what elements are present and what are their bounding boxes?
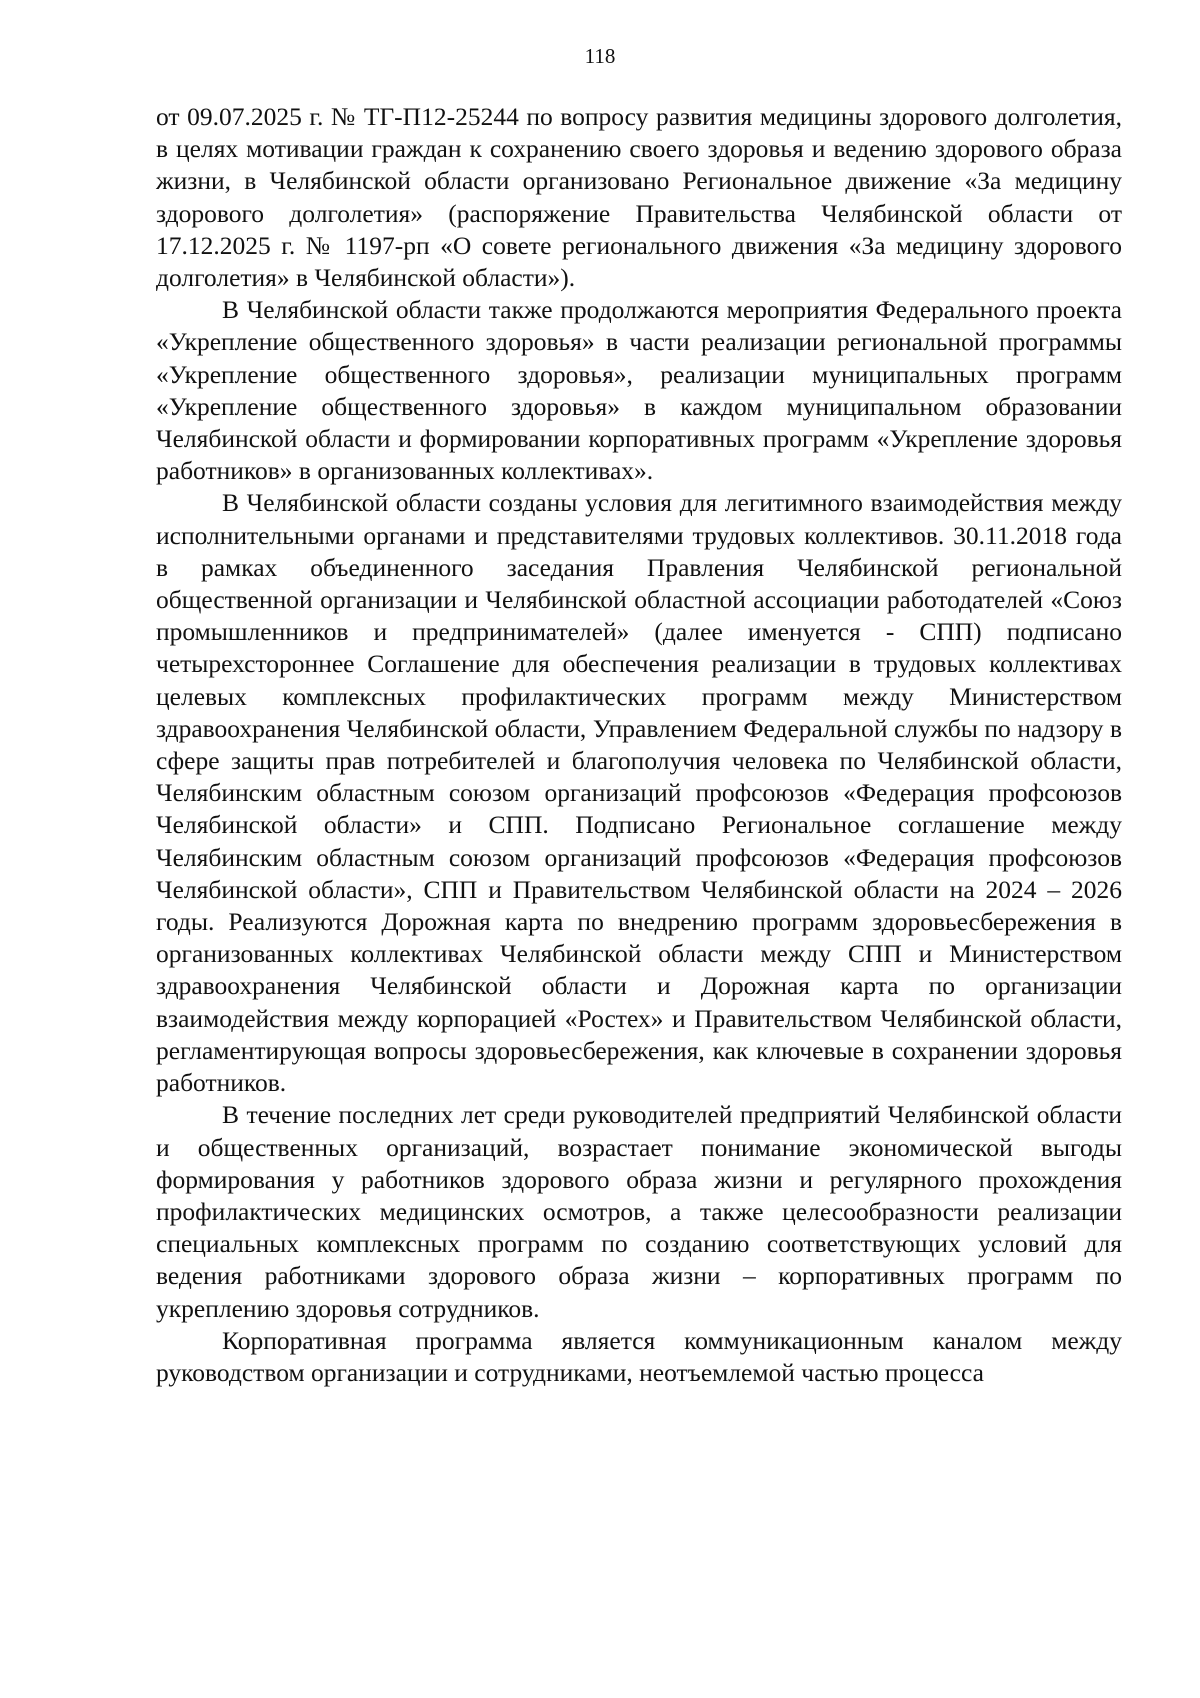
page-number: 118 — [584, 44, 616, 68]
paragraph-corporate-programs-benefits: В течение последних лет среди руководителей предприятий Челябинской области и общественных организаций, возрастает понимание экономической выгоды формирования у работников здорового образа жизни и регулярного прохождения профилактических медицинских осмотров, а также целесообразности реализации специальных комплексных программ по созданию соответствующих условий для ведения работниками здорового образа жизни – корпоративных программ по укреплению здоровья сотрудников. — [156, 1100, 1122, 1323]
paragraph-public-health-project: В Челябинской области также продолжаются мероприятия Федерального проекта «Укрепление общественного здоровья» в части реализации региональной программы «Укрепление общественного здоровья», реализации муниципальных программ «Укрепление общественного здоровья» в каждом муниципальном образовании Челябинской области и формировании корпоративных программ «Укрепление здоровья работников» в организованных коллективах». — [156, 295, 1122, 486]
paragraph-interaction-agreements: В Челябинской области созданы условия для легитимного взаимодействия между исполнительными органами и представителями трудовых коллективов. 30.11.2018 года в рамках объединенного заседания Правления Челябинской региональной общественной организации и Челябинской областной ассоциации работодателей «Союз промышленников и предпринимателей» (далее именуется - СПП) подписано четырехстороннее Соглашение для обеспечения реализации в трудовых коллективах целевых комплексных профилактических программ между Министерством здравоохранения Челябинской области, Управлением Федеральной службы по надзору в сфере защиты прав потребителей и благополучия человека по Челябинской области, Челябинским областным союзом организаций профсоюзов «Федерация профсоюзов Челябинской области» и СПП. Подписано Региональное соглашение между Челябинским областным союзом организаций профсоюзов «Федерация профсоюзов Челябинской области», СПП и Правительством Челябинской области на 2024 – 2026 годы. Реализуются Дорожная карта по внедрению программ здоровьесбережения в организованных коллективах Челябинской области между СПП и Министерством здравоохранения Челябинской области и Дорожная карта по организации взаимодействия между корпорацией «Ростех» и Правительством Челябинской области, регламентирующая вопросы здоровьесбережения, как ключевые в сохранении здоровья работников. — [156, 488, 1122, 1098]
document-body — [156, 101, 1122, 1389]
paragraph-continuation: от 09.07.2025 г. № ТГ-П12-25244 по вопросу развития медицины здорового долголетия, в целях мотивации граждан к сохранению своего здоровья и ведению здорового образа жизни, в Челябинской области организовано Региональное движение «За медицину здорового долголетия» (распоряжение Правительства Челябинской области от 17.12.2025 г. № 1197-рп «О совете регионального движения «За медицину здорового долголетия» в Челябинской области»). — [156, 102, 1122, 293]
paragraph-corporate-program-definition: Корпоративная программа является коммуникационным каналом между руководством организации и сотрудниками, неотъемлемой частью процесса — [156, 1325, 1122, 1387]
